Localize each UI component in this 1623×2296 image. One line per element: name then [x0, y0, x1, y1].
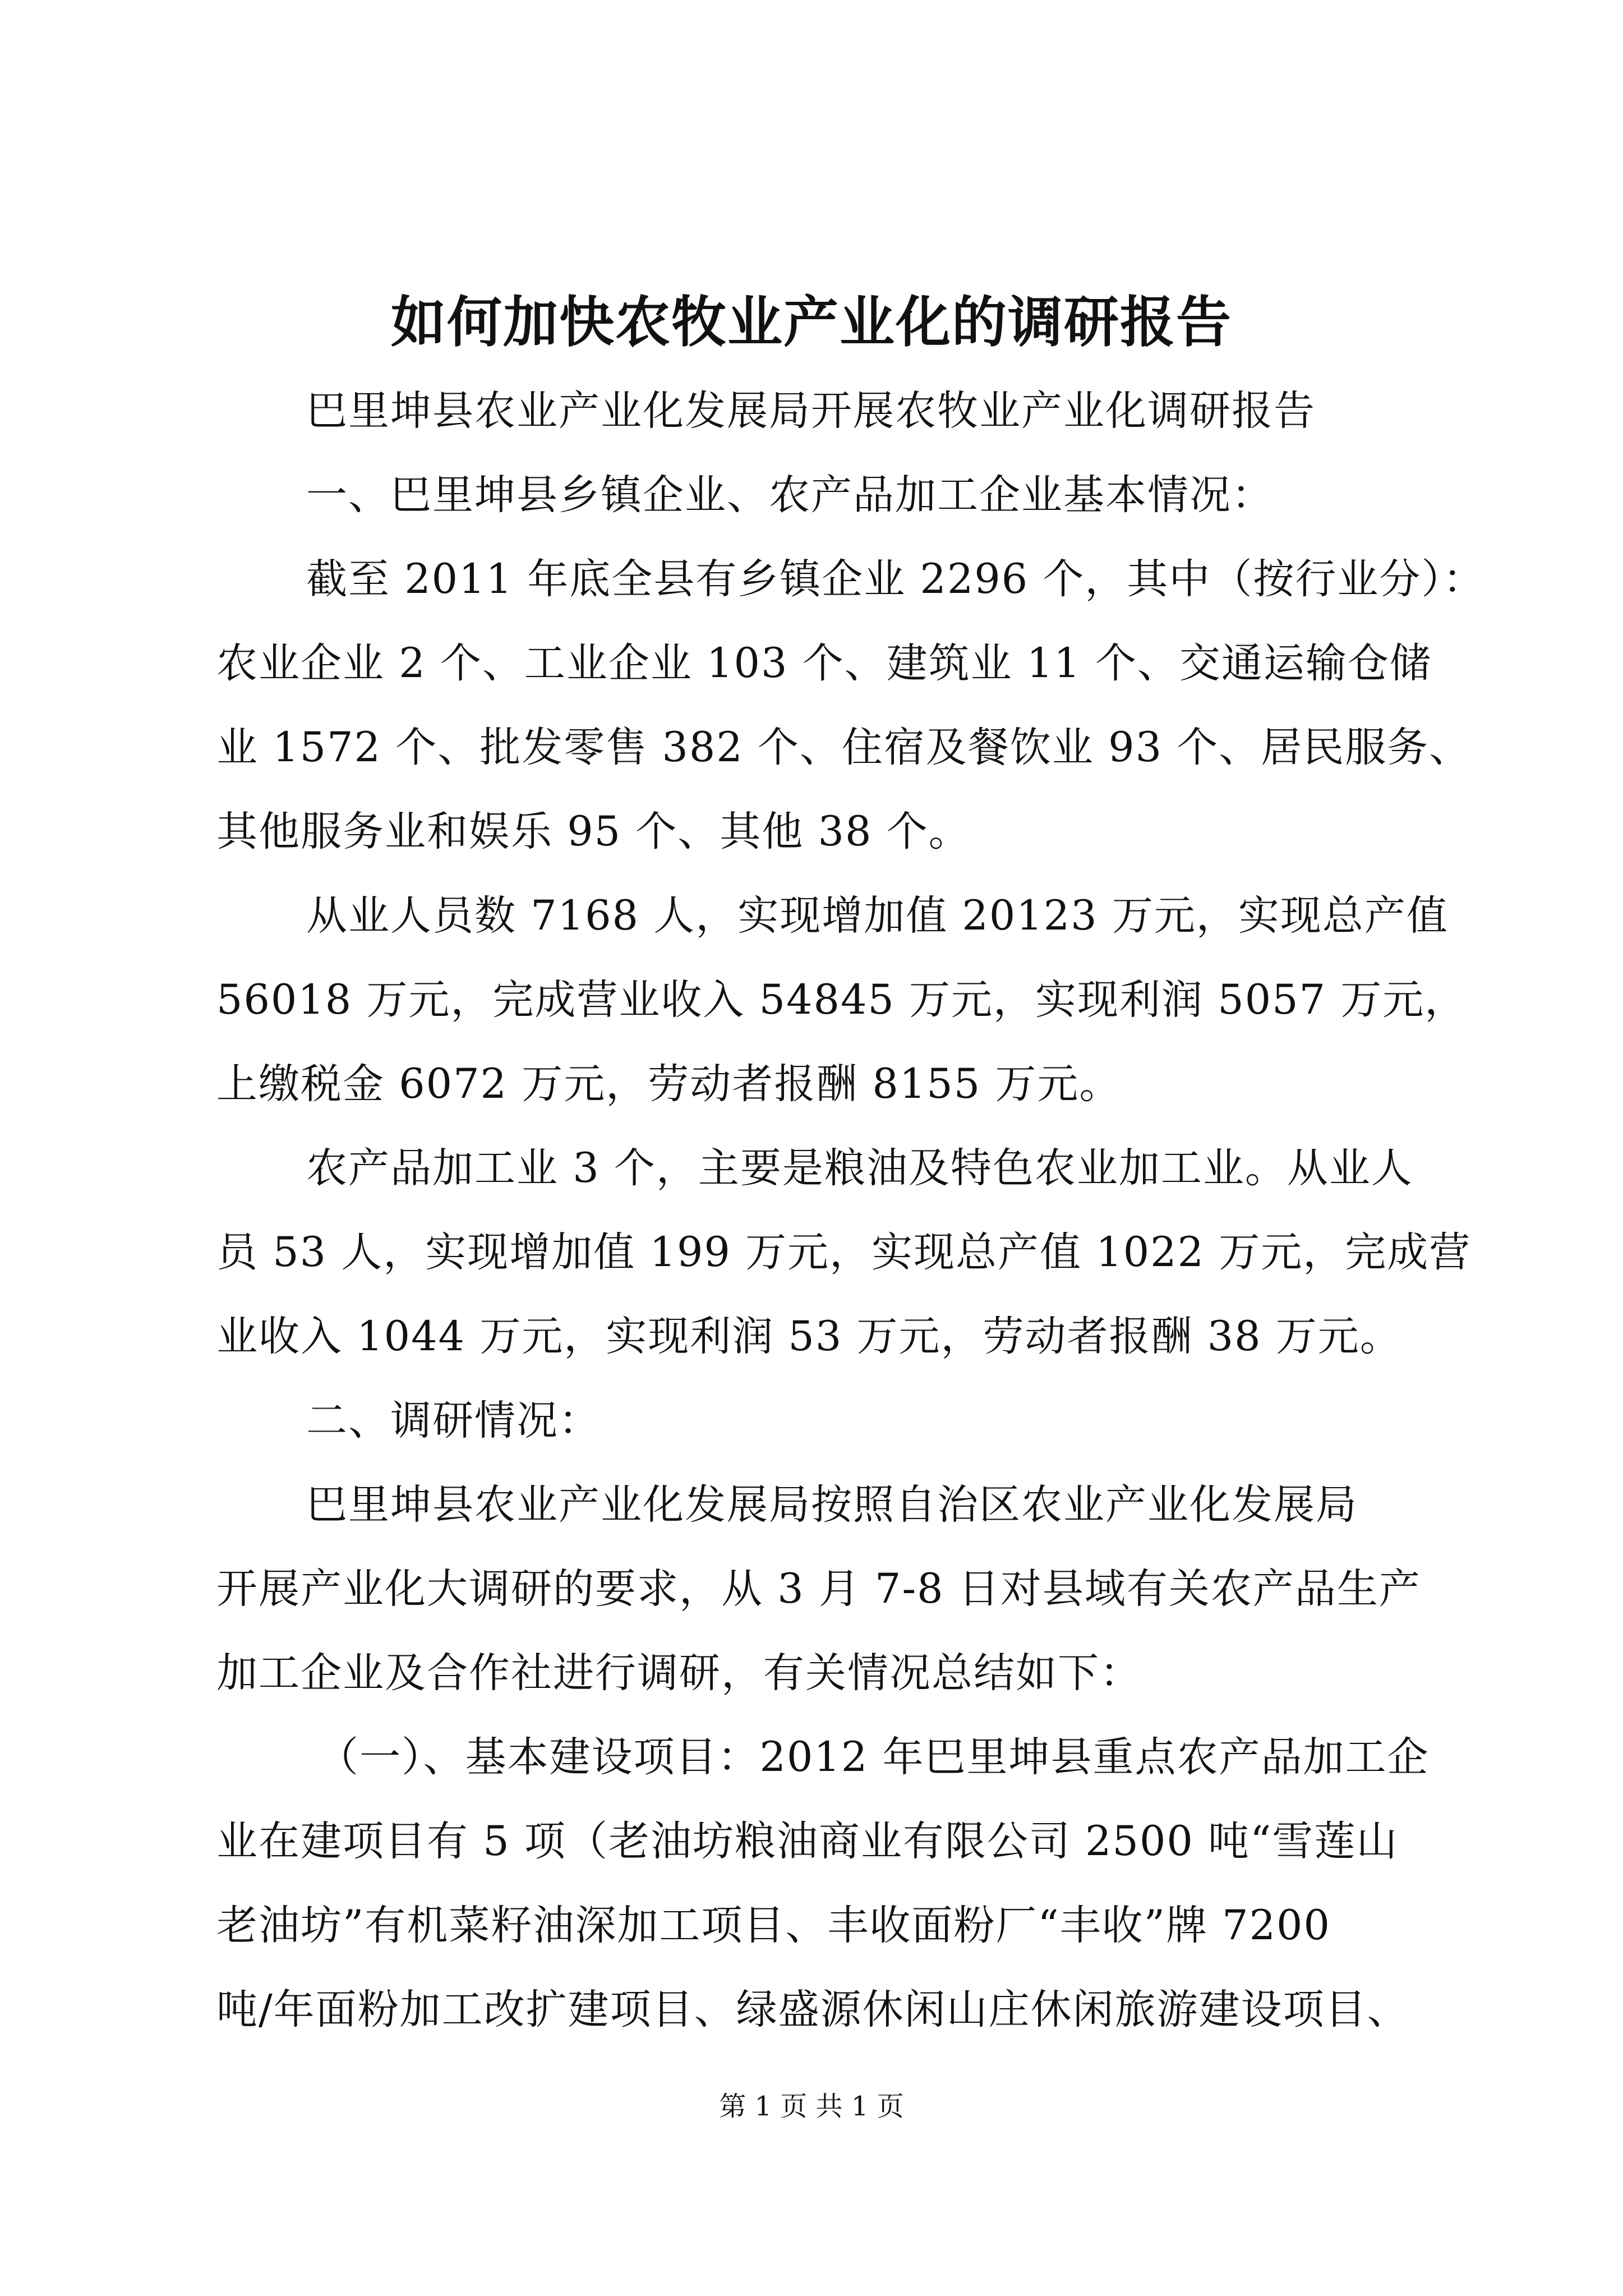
paragraph-line: 开展产业化大调研的要求，从 3 月 7-8 日对县域有关农产品生产	[216, 1565, 1421, 1613]
paragraph-line: 巴里坤县农业产业化发展局按照自治区农业产业化发展局	[306, 1481, 1358, 1529]
paragraph-line: 加工企业及合作社进行调研，有关情况总结如下：	[216, 1649, 1142, 1697]
paragraph-line: 业 1572 个、批发零售 382 个、住宿及餐饮业 93 个、居民服务、	[216, 724, 1472, 771]
paragraph-line: 上缴税金 6072 万元，劳动者报酬 8155 万元。	[216, 1060, 1122, 1108]
paragraph-line: 巴里坤县农业产业化发展局开展农牧业产业化调研报告	[306, 387, 1316, 435]
paragraph-line: 56018 万元，完成营业收入 54845 万元，实现利润 5057 万元，	[216, 976, 1467, 1024]
paragraph-line: 从业人员数 7168 人，实现增加值 20123 万元，实现总产值	[306, 892, 1449, 940]
paragraph-line: （一）、基本建设项目：2012 年巴里坤县重点农产品加工企	[317, 1733, 1430, 1781]
paragraph-line: 业在建项目有 5 项（老油坊粮油商业有限公司 2500 吨“雪莲山	[216, 1818, 1399, 1865]
paragraph-line: 老油坊”有机菜籽油深加工项目、丰收面粉厂“丰收”牌 7200	[216, 1902, 1331, 1949]
document-title: 如何加快农牧业产业化的调研报告	[390, 290, 1232, 355]
paragraph-line: 吨/年面粉加工改扩建项目、绿盛源休闲山庄休闲旅游建设项目、	[216, 1986, 1409, 2033]
paragraph-line: 二、调研情况：	[306, 1397, 601, 1444]
paragraph-line: 农业企业 2 个、工业企业 103 个、建筑业 11 个、交通运输仓储	[216, 639, 1432, 687]
page-footer: 第 1 页 共 1 页	[719, 2091, 904, 2122]
paragraph-line: 其他服务业和娱乐 95 个、其他 38 个。	[216, 808, 971, 855]
paragraph-line: 员 53 人，实现增加值 199 万元，实现总产值 1022 万元，完成营	[216, 1228, 1472, 1276]
paragraph-line: 农产品加工业 3 个，主要是粮油及特色农业加工业。从业人	[306, 1144, 1413, 1192]
paragraph-line: 业收入 1044 万元，实现利润 53 万元，劳动者报酬 38 万元。	[216, 1313, 1402, 1360]
paragraph-line: 一、巴里坤县乡镇企业、农产品加工企业基本情况：	[306, 471, 1274, 519]
paragraph-line: 截至 2011 年底全县有乡镇企业 2296 个，其中（按行业分）：	[306, 555, 1485, 603]
